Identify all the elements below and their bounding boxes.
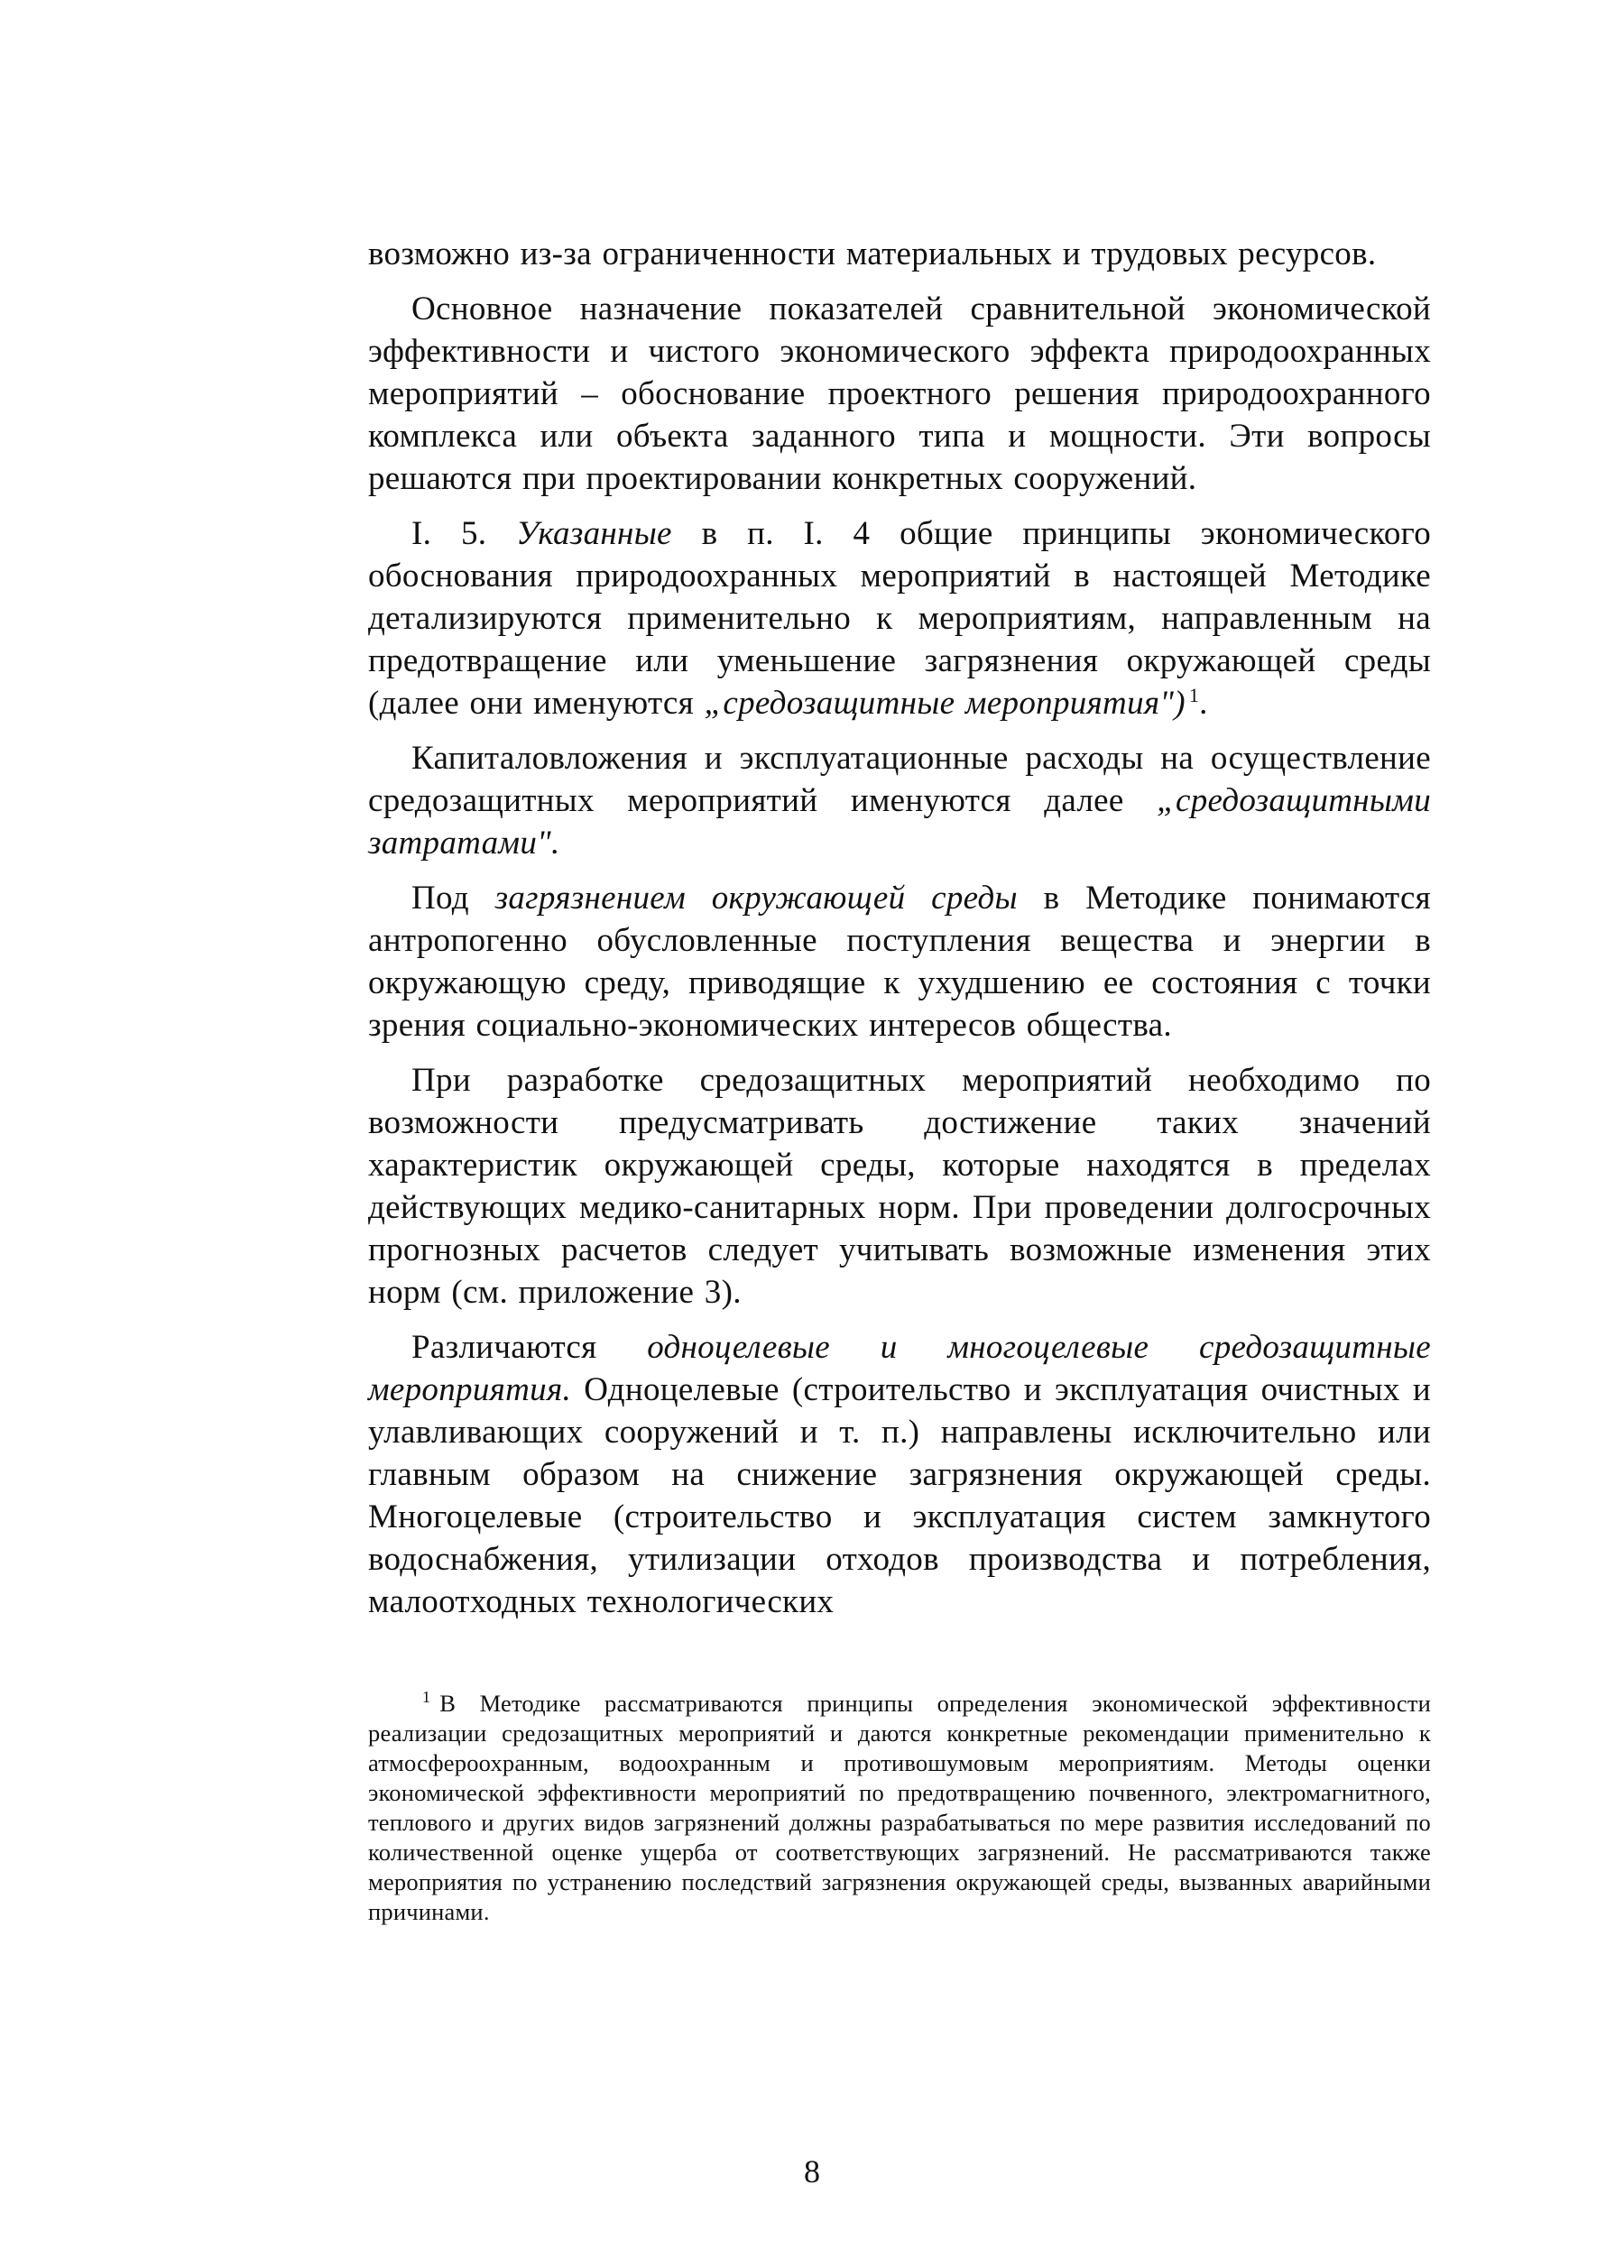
paragraph-3-italic-word: Указанные [516,515,672,552]
section-number: I. 5. [411,515,517,552]
paragraph-pollution-definition [368,877,1431,1046]
term-pollution: загрязнением окружающей среды [494,880,1018,917]
paragraph-2-text: Основное назначение показателей сравнительной экономической эффективности и чистого экономического эффекта природоохранных мероприятий – обоснование проектного решения природоохранного комплекса или объекта заданного типа и мощности. Эти вопросы решаются при проектировании конкретных сооружений. [368,290,1431,497]
paragraph-development [368,1059,1431,1314]
paragraph-7-text: Одноцелевые (строительство и эксплуатация очистных и улавливающих сооружений и т. п.) направлены исключительно или главным образом на снижение загрязнения окружающей среды. Многоцелевые (строительство и эксплуатация систем замкнутого водоснабжения, утилизации отходов производства и потребления, малоотходных технологических [368,1371,1431,1620]
page-number: 8 [804,2153,820,2190]
paragraph-section-1-5 [368,512,1431,724]
footnote-reference: 1 [1188,683,1200,706]
paragraph-5-text: в Методике понимаются антропогенно обусловленные поступления вещества и энергии в окружающую среду, приводящие к ухудшению ее состояния с точки зрения социально-экономических интересов общества. [368,880,1432,1044]
paragraph-3-end: . [1199,685,1208,722]
paragraph-3-text: в п. I. 4 общие принципы экономического обоснования природоохранных мероприятий в настоящей Методике детализируются применительно к мероприятиям, направленным на предотвращение или уменьшение загрязнения окружающей среды (далее они именуются [368,515,1431,722]
paragraph-5-start: Под [411,880,495,917]
footnote-mark: 1 [422,1688,431,1707]
paragraph-types [368,1326,1431,1623]
paragraph-capital-investments [368,737,1431,864]
paragraph-continuation [368,233,1431,275]
paragraph-6-text: При разработке средозащитных мероприятий необходимо по возможности предусматривать достижение таких значений характеристик окружающей среды, которые находятся в пределах действующих медико-санитарных норм. При проведении долгосрочных прогнозных расчетов следует учитывать возможные изменения этих норм (см. приложение 3). [368,1062,1431,1311]
paragraph-purpose [368,288,1431,500]
main-text [368,233,1431,1623]
term-single-multi-purpose: одноцелевые и многоцелевые средозащитные мероприятия. [368,1329,1431,1408]
term-sredozashchitnye: „средозащитные мероприятия") [704,685,1186,722]
term-zatraty: „средозащитными затратами". [368,782,1431,862]
paragraph-7-start: Различаются [411,1329,648,1366]
paragraph-1-text: возможно из-за ограниченности материальных и трудовых ресурсов. [368,235,1377,272]
paragraph-4-text: Капиталовложения и эксплуатационные расходы на осуществление средозащитных мероприятий именуются далее [368,740,1431,819]
footnote [368,1689,1431,1927]
footnote-text: В Методике рассматриваются принципы определения экономической эффективности реализации средозащитных мероприятий и даются конкретные рекомендации применительно к атмосфероохранным, водоохранным и противошумовым мероприятиям. Методы оценки экономической эффективности мероприятий по предотвращению почвенного, электромагнитного, теплового и других видов загрязнений должны разрабатываться по мере развития исследований по количественной оценке ущерба от соответствующих загрязнений. Не рассматриваются также мероприятия по устранению последствий загрязнения окружающей среды, вызванных аварийными причинами. [368,1690,1431,1925]
footnote-paragraph [368,1689,1431,1927]
